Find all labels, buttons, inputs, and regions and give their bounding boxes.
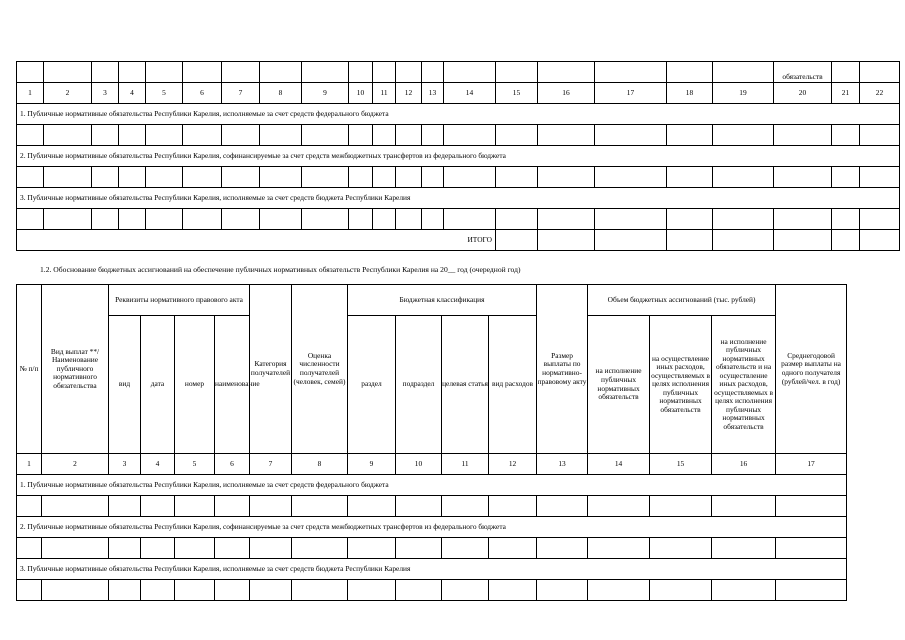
table-cell — [667, 209, 713, 230]
table-cell — [302, 62, 349, 83]
table-cell — [860, 167, 900, 188]
table-cell — [538, 62, 595, 83]
table-cell — [712, 496, 776, 517]
table-cell — [444, 62, 496, 83]
table-cell — [667, 230, 713, 251]
col-number: 6 — [215, 454, 250, 475]
header-budget-class: Бюджетная классификация — [348, 285, 537, 316]
table-cell — [302, 167, 349, 188]
table-cell — [496, 167, 538, 188]
table-cell — [146, 209, 183, 230]
table2-section-2: 2. Публичные нормативные обязательства Республики Карелия, софинансируемые за счет средств межбюджетных трансфертов из федерального бюджета — [17, 517, 847, 538]
table-cell — [537, 496, 588, 517]
table-cell — [349, 125, 373, 146]
table-cell — [595, 62, 667, 83]
col-number: 13 — [422, 83, 444, 104]
col-number: 5 — [146, 83, 183, 104]
table-cell — [302, 209, 349, 230]
header-req-date: дата — [141, 316, 175, 454]
table-cell — [349, 167, 373, 188]
header-requisites: Реквизиты нормативного правового акта — [109, 285, 250, 316]
header-estimate: Оценка численности получателей (человек, семей) — [292, 285, 348, 454]
table-cell — [832, 230, 860, 251]
table-cell — [588, 538, 650, 559]
table-cell — [396, 209, 422, 230]
table-cell — [422, 62, 444, 83]
col-number: 14 — [444, 83, 496, 104]
header-subsection: подраздел — [396, 316, 442, 454]
col-number: 2 — [44, 83, 92, 104]
table-cell — [713, 125, 774, 146]
col-number: 11 — [373, 83, 396, 104]
table-cell — [373, 62, 396, 83]
table-cell — [141, 538, 175, 559]
table-cell — [650, 538, 712, 559]
table-cell — [17, 496, 42, 517]
table-cell — [442, 538, 489, 559]
col-number: 12 — [489, 454, 537, 475]
table-cell — [146, 125, 183, 146]
table-cell — [42, 580, 109, 601]
table-cell — [17, 125, 44, 146]
table-cell — [92, 167, 119, 188]
table-cell — [215, 580, 250, 601]
total-label: ИТОГО — [17, 230, 496, 251]
col-number: 1 — [17, 454, 42, 475]
header-vol-exec: на исполнение публичных нормативных обязательств — [588, 316, 650, 454]
table-cell — [774, 167, 832, 188]
table-cell — [119, 62, 146, 83]
table-cell — [860, 230, 900, 251]
header-kind: Вид выплат **/ Наименование публичного нормативного обязательства — [42, 285, 109, 454]
table-cell — [538, 230, 595, 251]
col-number: 16 — [538, 83, 595, 104]
table-cell — [588, 580, 650, 601]
table-cell — [222, 167, 260, 188]
table-cell — [349, 209, 373, 230]
table-cell — [444, 125, 496, 146]
table-cell — [183, 209, 222, 230]
col-number: 12 — [396, 83, 422, 104]
table-cell — [260, 209, 302, 230]
table-cell — [667, 125, 713, 146]
header-req-name: наименование — [215, 316, 250, 454]
table-cell — [292, 538, 348, 559]
table-cell — [396, 167, 422, 188]
header-expense-type: вид расходов — [489, 316, 537, 454]
table-cell — [667, 62, 713, 83]
table-cell — [109, 496, 141, 517]
table-cell — [175, 496, 215, 517]
table-cell — [860, 125, 900, 146]
table-cell — [496, 209, 538, 230]
header-num: № п/п — [17, 285, 42, 454]
col-number: 19 — [713, 83, 774, 104]
header-section: раздел — [348, 316, 396, 454]
table-cell — [373, 125, 396, 146]
header-avg-payment: Среднегодовой размер выплаты на одного получателя (рублей/чел. в год) — [776, 285, 847, 454]
table-cell — [396, 125, 422, 146]
table-cell — [183, 167, 222, 188]
table-cell — [489, 538, 537, 559]
table-cell — [373, 167, 396, 188]
table-cell — [141, 580, 175, 601]
table-cell — [17, 167, 44, 188]
table-cell — [667, 167, 713, 188]
table-cell — [588, 496, 650, 517]
table-cell — [422, 209, 444, 230]
col-number: 5 — [175, 454, 215, 475]
table-cell — [292, 496, 348, 517]
col-number: 7 — [222, 83, 260, 104]
table-cell — [109, 580, 141, 601]
table2-data-row — [17, 496, 847, 517]
table-cell — [17, 538, 42, 559]
table-cell — [92, 209, 119, 230]
header-payment-size: Размер выплаты по нормативно-правовому акту — [537, 285, 588, 454]
table-cell — [17, 209, 44, 230]
table1-header-row — [17, 62, 900, 83]
table-cell — [348, 580, 396, 601]
table-cell — [832, 62, 860, 83]
table1-data-row — [17, 209, 900, 230]
table1-section-3: 3. Публичные нормативные обязательства Республики Карелия, исполняемые за счет средств бюджета Республики Карелия — [17, 188, 900, 209]
table-cell — [141, 496, 175, 517]
col-number: 8 — [292, 454, 348, 475]
col-number: 7 — [250, 454, 292, 475]
table-cell — [109, 538, 141, 559]
table-cell — [860, 62, 900, 83]
table-cell — [442, 496, 489, 517]
table-cell — [776, 538, 847, 559]
table-cell — [349, 62, 373, 83]
table-cell — [175, 580, 215, 601]
col-number: 20 — [774, 83, 832, 104]
table-cell — [713, 167, 774, 188]
table-cell — [146, 167, 183, 188]
table-cell — [444, 209, 496, 230]
table-cell — [712, 580, 776, 601]
table-cell — [396, 580, 442, 601]
top-table — [16, 61, 900, 251]
table-cell — [44, 62, 92, 83]
table-cell — [422, 167, 444, 188]
table-cell — [650, 496, 712, 517]
col-number: 22 — [860, 83, 900, 104]
col-number: 9 — [348, 454, 396, 475]
col-number: 21 — [832, 83, 860, 104]
header-volume: Объем бюджетных ассигнований (тыс. рублей) — [588, 285, 776, 316]
table-cell — [396, 62, 422, 83]
table-cell — [442, 580, 489, 601]
col-number: 8 — [260, 83, 302, 104]
col-number: 3 — [92, 83, 119, 104]
header-vol-both: на исполнение публичных нормативных обязательств и на осуществление иных расходов, осуществляемых в целях исполнения публичных нормативных обязательств — [712, 316, 776, 454]
table-cell — [44, 167, 92, 188]
col-number: 3 — [109, 454, 141, 475]
table-cell — [348, 538, 396, 559]
table2-section-3: 3. Публичные нормативные обязательства Республики Карелия, исполняемые за счет средств бюджета Республики Карелия — [17, 559, 847, 580]
table-cell — [183, 62, 222, 83]
col-number: 9 — [302, 83, 349, 104]
col-number: 2 — [42, 454, 109, 475]
table-cell — [260, 167, 302, 188]
table-cell — [776, 580, 847, 601]
table2-col-numbers — [17, 454, 847, 475]
table-cell — [489, 580, 537, 601]
table-cell — [250, 538, 292, 559]
col-number: 4 — [141, 454, 175, 475]
table-cell — [17, 62, 44, 83]
table-cell — [373, 209, 396, 230]
col-number: 4 — [119, 83, 146, 104]
table-cell — [119, 167, 146, 188]
table2-data-row — [17, 580, 847, 601]
table-cell — [260, 125, 302, 146]
table-cell — [44, 209, 92, 230]
table-cell — [774, 125, 832, 146]
table-cell — [595, 209, 667, 230]
table-cell — [496, 62, 538, 83]
table1-total-row — [17, 230, 900, 251]
table-cell — [119, 209, 146, 230]
table-cell — [119, 125, 146, 146]
table-cell — [422, 125, 444, 146]
col-number: 10 — [396, 454, 442, 475]
table-cell — [250, 496, 292, 517]
table-cell — [292, 580, 348, 601]
table-cell — [496, 230, 538, 251]
table-cell — [496, 125, 538, 146]
table-cell — [776, 496, 847, 517]
table-cell — [396, 538, 442, 559]
table-cell — [595, 167, 667, 188]
table1-data-row — [17, 125, 900, 146]
table2-section-1: 1. Публичные нормативные обязательства Республики Карелия, исполняемые за счет средств федерального бюджета — [17, 475, 847, 496]
col-number: 18 — [667, 83, 713, 104]
table-cell — [444, 167, 496, 188]
col-number: 17 — [595, 83, 667, 104]
table-cell — [538, 125, 595, 146]
table1-section-1: 1. Публичные нормативные обязательства Республики Карелия, исполняемые за счет средств федерального бюджета — [17, 104, 900, 125]
col-number: 11 — [442, 454, 489, 475]
table-cell — [650, 580, 712, 601]
table-cell — [832, 125, 860, 146]
table-cell — [595, 230, 667, 251]
table-cell — [595, 125, 667, 146]
col-number: 6 — [183, 83, 222, 104]
table-cell — [215, 496, 250, 517]
table-cell — [489, 496, 537, 517]
col-number: 1 — [17, 83, 44, 104]
header-req-kind: вид — [109, 316, 141, 454]
justification-table — [16, 284, 847, 601]
table-cell — [713, 62, 774, 83]
table-cell — [832, 209, 860, 230]
table-cell — [183, 125, 222, 146]
table-cell — [537, 580, 588, 601]
table-cell — [175, 538, 215, 559]
col-number: 14 — [588, 454, 650, 475]
table-cell — [215, 538, 250, 559]
table-cell — [44, 125, 92, 146]
table-cell — [250, 580, 292, 601]
table-cell — [713, 209, 774, 230]
col-number: 13 — [537, 454, 588, 475]
col-number: 15 — [650, 454, 712, 475]
table-cell — [92, 62, 119, 83]
table-cell — [537, 538, 588, 559]
table1-section-2: 2. Публичные нормативные обязательства Республики Карелия, софинансируемые за счет средств межбюджетных трансфертов из федерального бюджета — [17, 146, 900, 167]
table-cell — [92, 125, 119, 146]
table-cell — [222, 125, 260, 146]
table-cell — [538, 167, 595, 188]
table1-data-row — [17, 167, 900, 188]
col-number: 17 — [776, 454, 847, 475]
table-cell — [222, 62, 260, 83]
section-caption: 1.2. Обоснование бюджетных ассигнований на обеспечение публичных нормативных обязательств Республики Карелия на 20__ год (очередной год) — [40, 265, 521, 274]
table-cell — [42, 538, 109, 559]
table-cell — [712, 538, 776, 559]
header-fragment: обязательств — [774, 62, 832, 83]
table-cell — [302, 125, 349, 146]
table-cell — [713, 230, 774, 251]
table-cell — [42, 496, 109, 517]
table-cell — [348, 496, 396, 517]
col-number: 16 — [712, 454, 776, 475]
table-cell — [17, 580, 42, 601]
table-cell — [860, 209, 900, 230]
table-cell — [774, 209, 832, 230]
table-cell — [146, 62, 183, 83]
header-category: Категория получателей — [250, 285, 292, 454]
header-target: целевая статья — [442, 316, 489, 454]
table2-data-row — [17, 538, 847, 559]
header-req-number: номер — [175, 316, 215, 454]
header-vol-other: на осуществление иных расходов, осуществляемых в целях исполнения публичных нормативных обязательств — [650, 316, 712, 454]
table-cell — [222, 209, 260, 230]
table1-col-numbers — [17, 83, 900, 104]
table-cell — [260, 62, 302, 83]
col-number: 15 — [496, 83, 538, 104]
table-cell — [774, 230, 832, 251]
table-cell — [538, 209, 595, 230]
table-cell — [832, 167, 860, 188]
table-cell — [396, 496, 442, 517]
col-number: 10 — [349, 83, 373, 104]
